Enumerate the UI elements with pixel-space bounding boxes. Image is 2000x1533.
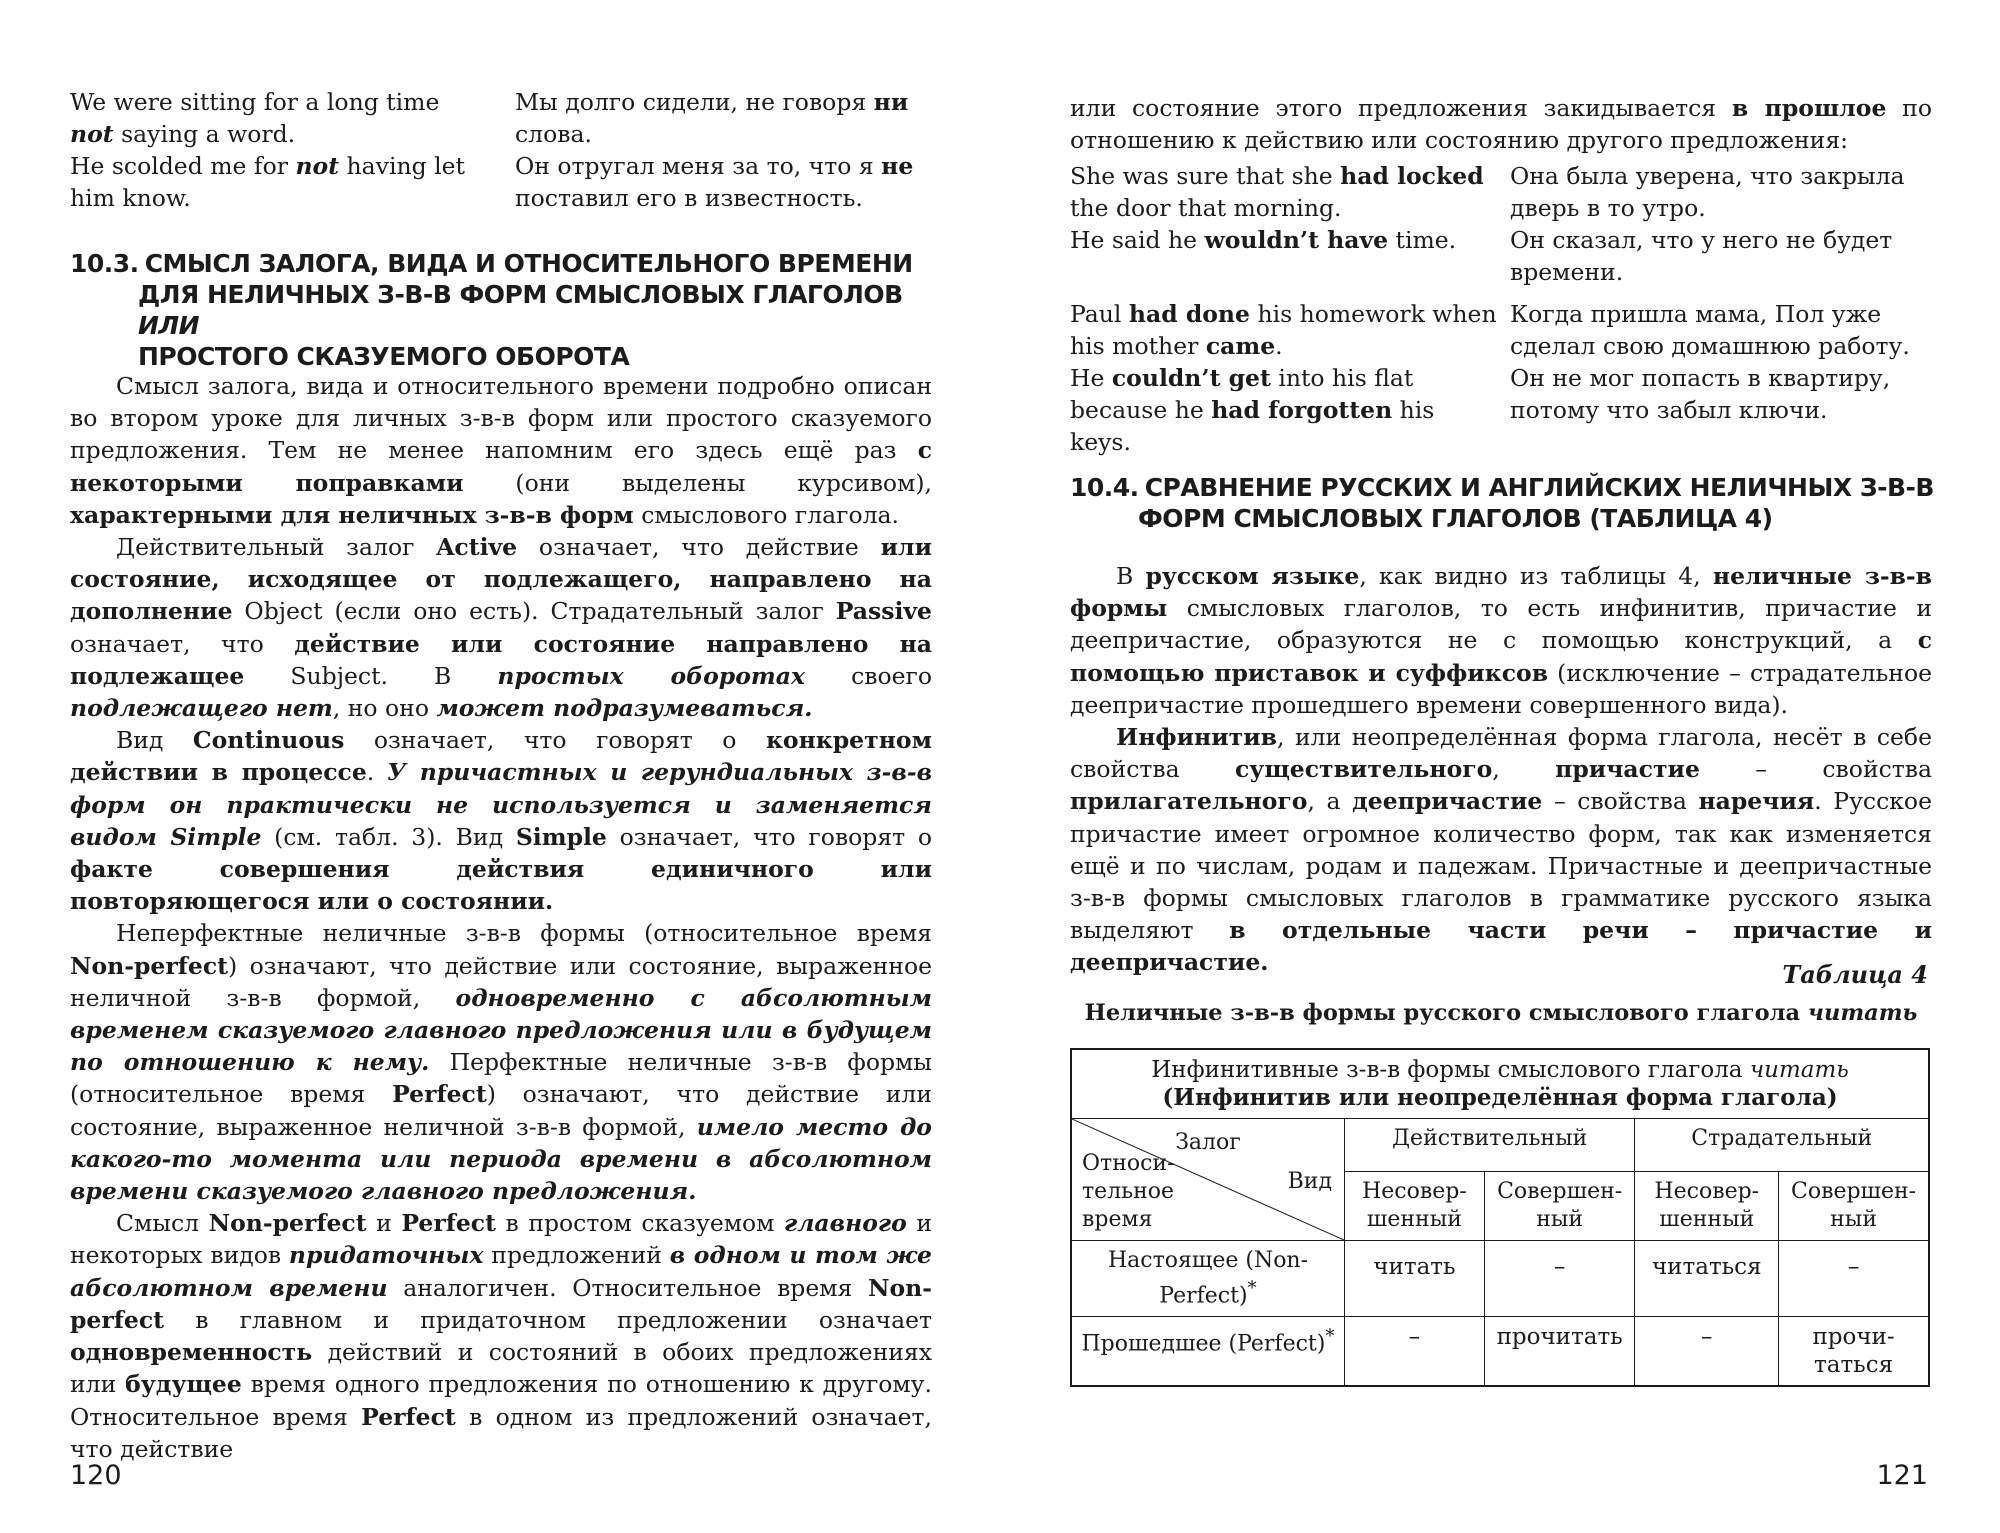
paragraph: Неперфектные неличные з-в-в формы (относительное время Non-perfect) означают, что действие или состояние, выраженное неличной з-в-в формой, одновременно с абсолютным временем сказуемого главного предложения или в будущем по отношению к нему. Перфектные неличные з-в-в формы (относительное время Perfect) означают, что действие или состояние, выраженное неличной з-в-в формой, имело место до какого-то момента или периода времени в абсолютном времени сказуемого главного предложения. — [70, 919, 933, 1206]
table-caption: Неличные з-в-в формы русского смыслового глагола читать — [1084, 1000, 1918, 1026]
paragraph: В русском языке, как видно из таблицы 4, неличные з-в-в формы смысловых глаголов, то есть инфинитив, причастие и деепричастие, образуются не с помощью конструкций, а с помощью приставок и суффиксов (исключение – страдательное деепричастие прошедшего времени совершенного вида). — [1070, 562, 1933, 719]
example-ru: Он не мог попасть в квартиру, потому что забыл ключи. — [1510, 364, 1891, 424]
section-heading-10-4: 10.4. СРАВНЕНИЕ РУССКИХ И АНГЛИЙСКИХ НЕЛИЧНЫХ З-В-В ФОРМ СМЫСЛОВЫХ ГЛАГОЛОВ (ТАБЛИЦА 4) — [1070, 473, 1934, 533]
page-number-right: 121 — [1876, 1460, 1928, 1491]
paragraph: Смысл залога, вида и относительного времени подробно описан во втором уроке для личных з-в-в форм или простого сказуемого предложения. Тем не менее напомним его здесь ещё раз с некоторыми поправками (они выделены курсивом), характерными для неличных з-в-в форм смыслового глагола. — [70, 372, 932, 529]
example-pairs-top — [70, 86, 932, 214]
paragraph: Инфинитив, или неопределённая форма глагола, несёт в себе свойства существительного, причастие – свойства прилагательного, а деепричастие – свойства наречия. Русское причастие имеет огромное количество форм, так как изменяется ещё и по числам, родам и падежам. Причастные и деепричастные з-в-в формы смысловых глаголов в грамматике русского языка выделяют в отдельные части речи – причастие и деепричастие. — [1070, 723, 1933, 977]
paragraph: Действительный залог Active означает, что действие или состояние, исходящее от подлежащего, направлено на дополнение Object (если оно есть). Страдательный залог Passive означает, что действие или состояние направлено на подлежащее Subject. В простых оборотах своего подлежащего нет, но оно может подразумеваться. — [70, 533, 933, 723]
example-ru: Он сказал, что у него не будет времени. — [1510, 226, 1893, 286]
paragraph: или состояние этого предложения закидывается в прошлое по отношению к действию или состоянию другого предложения: — [1070, 94, 1932, 155]
body-text-left — [70, 370, 932, 1465]
example-ru: Когда пришла мама, Пол уже сделал свою домашнюю работу. — [1510, 300, 1910, 360]
example-ru: Мы долго сидели, не говоря ни слова. — [515, 88, 909, 148]
example-en: He scolded me for not having let him know. — [70, 152, 465, 212]
row-label: Настоящее (Non-Perfect)* — [1071, 1241, 1345, 1317]
page-number-left: 120 — [70, 1460, 122, 1491]
table-cell: – — [1635, 1317, 1779, 1387]
example-en: We were sitting for a long time not saying a word. — [70, 88, 440, 148]
diagonal-header-cell — [1071, 1119, 1345, 1241]
aspect-header: Несовер- шенный — [1635, 1172, 1779, 1241]
section-heading-10-3: 10.3. СМЫСЛ ЗАЛОГА, ВИДА И ОТНОСИТЕЛЬНОГО ВРЕМЕНИ ДЛЯ НЕЛИЧНЫХ З-В-В ФОРМ СМЫСЛОВЫХ ГЛАГОЛОВ ИЛИ ПРОСТОГО СКАЗУЕМОГО ОБОРОТА — [70, 249, 913, 371]
right-page — [1000, 0, 2000, 1533]
example-en: He said he wouldn’t have time. — [1070, 226, 1457, 254]
paragraph: Смысл Non-perfect и Perfect в простом сказуемом главного и некоторых видов придаточных предложений в одном и том же абсолютном времени аналогичен. Относительное время Non-perfect в главном и придаточном предложении означает одновременность действий и состояний в обоих предложениях или будущее время одного предложения по отношению к другому. Относительное время Perfect в одном из предложений означает, что действие — [70, 1209, 932, 1463]
body-text-right — [1070, 560, 1932, 979]
example-pairs-right — [1070, 160, 1932, 458]
table-cell: – — [1345, 1317, 1485, 1387]
aspect-label: Вид — [1287, 1169, 1332, 1194]
table-cell: – — [1779, 1241, 1929, 1317]
row-label: Прошедшее (Perfect)* — [1071, 1317, 1345, 1387]
reltime-label: Относи- тельное время — [1082, 1151, 1175, 1232]
table-header: Инфинитивные з-в-в формы смыслового глагола читать (Инфинитив или неопределённая форма глагола) — [1071, 1049, 1929, 1119]
table-cell: – — [1484, 1241, 1635, 1317]
intro-text — [1070, 92, 1932, 156]
table-cell: читаться — [1635, 1241, 1779, 1317]
forms-table — [1070, 1048, 1930, 1387]
table-cell: прочитать — [1484, 1317, 1635, 1387]
example-ru: Он отругал меня за то, что я не поставил его в известность. — [515, 152, 914, 212]
active-voice-header: Действительный — [1345, 1119, 1635, 1172]
example-en: He couldn’t get into his flat because he had forgotten his keys. — [1070, 364, 1435, 456]
table-cell: прочи- таться — [1779, 1317, 1929, 1387]
passive-voice-header: Страдательный — [1635, 1119, 1929, 1172]
table-label: Таблица 4 — [1782, 960, 1928, 989]
aspect-header: Совершен- ный — [1779, 1172, 1929, 1241]
aspect-header: Совершен- ный — [1484, 1172, 1635, 1241]
paragraph: Вид Continuous означает, что говорят о конкретном действии в процессе. У причастных и герундиальных з-в-в форм он практически не используется и заменяется видом Simple (см. табл. 3). Вид Simple означает, что говорят о факте совершения действия единичного или повторяющегося или о состоянии. — [70, 726, 933, 916]
table-row — [1071, 1241, 1929, 1317]
example-en: She was sure that she had locked the door that morning. — [1070, 162, 1484, 222]
voice-label: Залог — [1175, 1130, 1241, 1155]
example-en: Paul had done his homework when his mother came. — [1070, 300, 1497, 360]
table-cell: читать — [1345, 1241, 1485, 1317]
aspect-header: Несовер- шенный — [1345, 1172, 1485, 1241]
table-row — [1071, 1317, 1929, 1387]
example-ru: Она была уверена, что закрыла дверь в то утро. — [1510, 162, 1905, 222]
